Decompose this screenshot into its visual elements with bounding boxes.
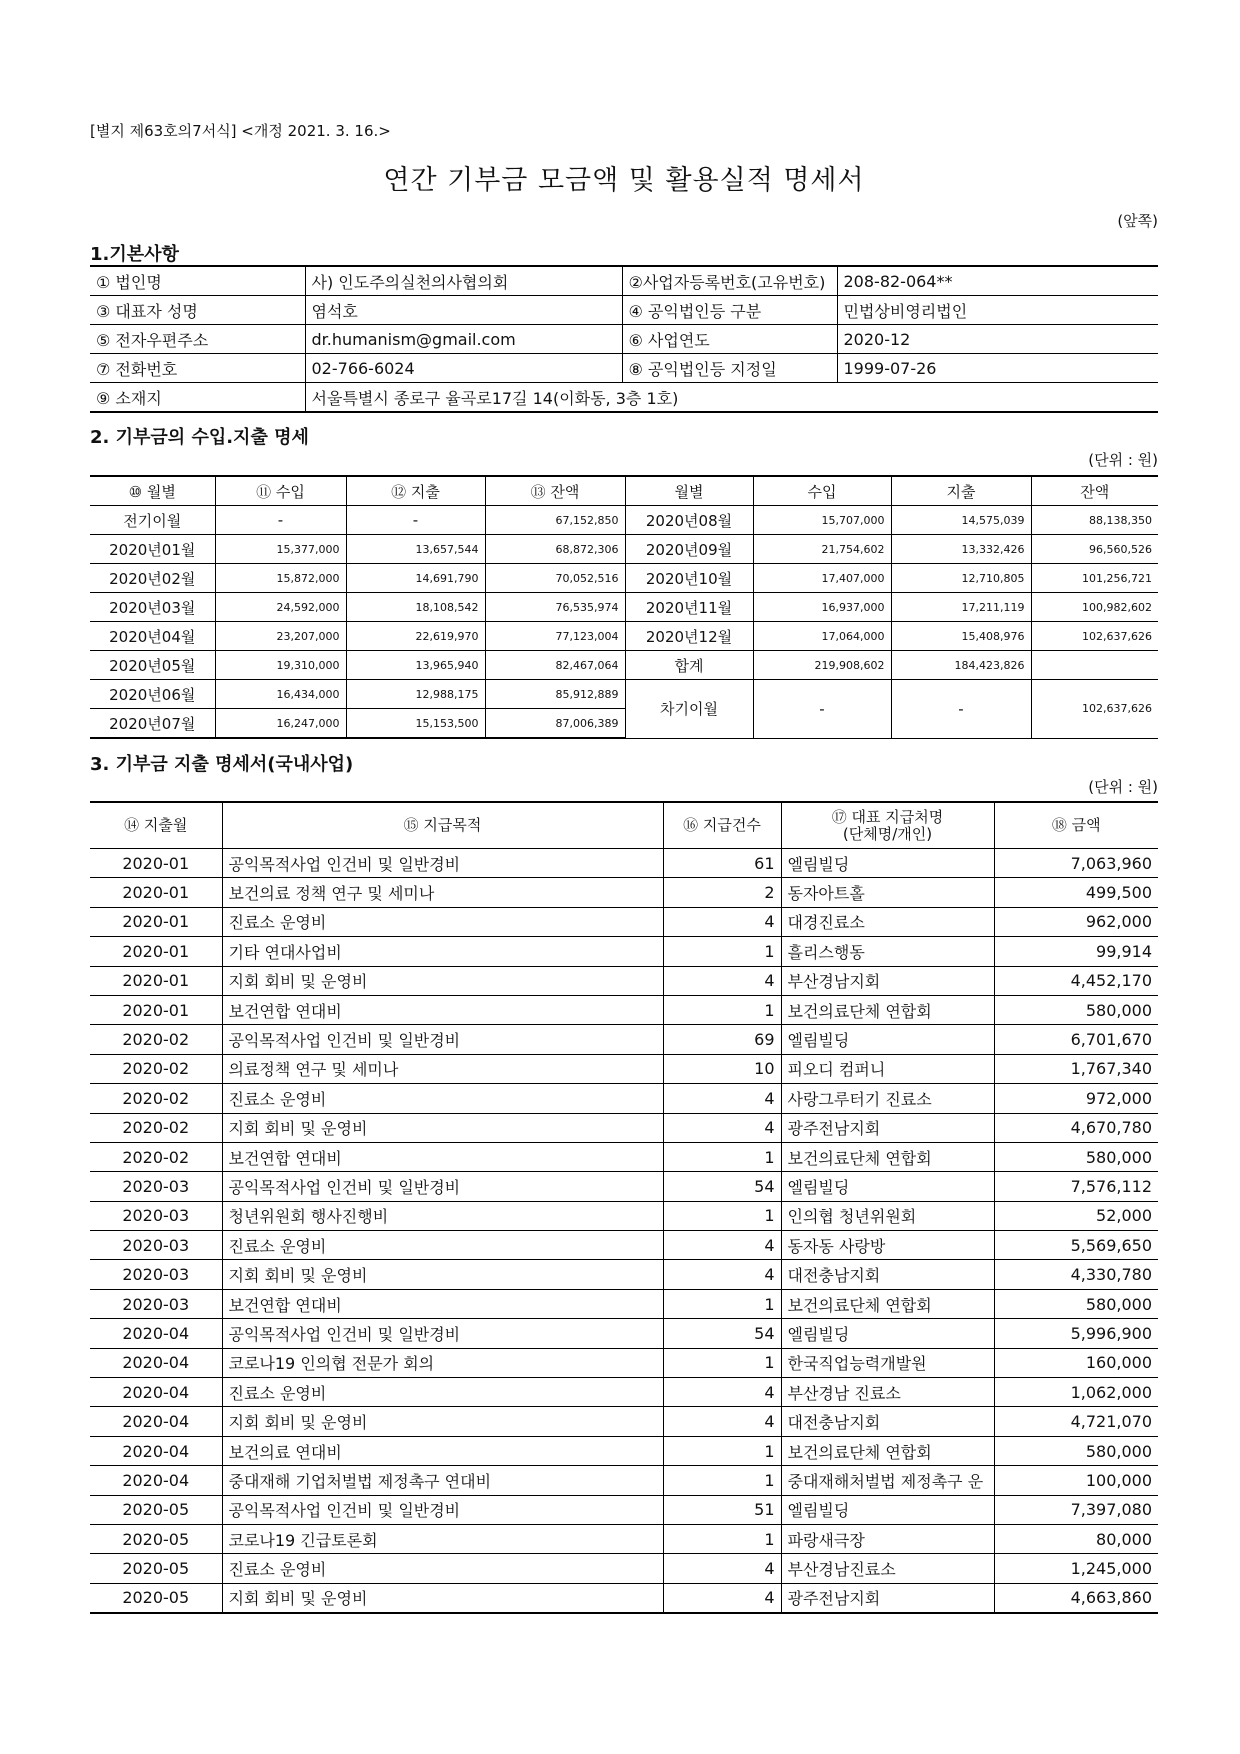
purpose-cell: 기타 연대사업비 <box>222 937 663 966</box>
purpose-cell: 진료소 운영비 <box>222 1084 663 1113</box>
table-row <box>90 680 1158 709</box>
amount-cell: 100,000 <box>994 1466 1158 1495</box>
count-cell: 54 <box>663 1172 781 1201</box>
count-cell: 1 <box>663 937 781 966</box>
income-cell: - <box>215 506 346 535</box>
table-row <box>90 966 1158 995</box>
table-row <box>90 1378 1158 1407</box>
info-label: ⑧ 공익법인등 지정일 <box>622 354 837 383</box>
payee-cell: 사랑그루터기 진료소 <box>781 1084 994 1113</box>
payee-cell: 파랑새극장 <box>781 1524 994 1553</box>
month-cell: 2020-01 <box>90 995 222 1024</box>
table-row <box>90 1466 1158 1495</box>
count-cell: 1 <box>663 1142 781 1171</box>
col-header: ⑪ 수입 <box>215 476 346 506</box>
month-cell: 2020-04 <box>90 1378 222 1407</box>
amount-cell: 80,000 <box>994 1524 1158 1553</box>
balance-cell: 88,138,350 <box>1031 506 1158 535</box>
info-label: ① 법인명 <box>90 266 305 296</box>
purpose-cell: 지회 회비 및 운영비 <box>222 1113 663 1142</box>
count-cell: 69 <box>663 1025 781 1054</box>
balance-cell: 76,535,974 <box>485 593 625 622</box>
col-header-month: ⑭ 지출월 <box>90 802 222 849</box>
month-cell: 2020년09월 <box>625 535 753 564</box>
month-cell: 전기이월 <box>90 506 215 535</box>
info-value: 02-766-6024 <box>305 354 622 383</box>
amount-cell: 962,000 <box>994 907 1158 936</box>
info-label: ⑦ 전화번호 <box>90 354 305 383</box>
col-header-purpose: ⑮ 지급목적 <box>222 802 663 849</box>
basic-info-table <box>90 265 1158 413</box>
expense-cell: 15,408,976 <box>891 622 1031 651</box>
purpose-cell: 공익목적사업 인건비 및 일반경비 <box>222 1025 663 1054</box>
payee-cell: 보건의료단체 연합회 <box>781 995 994 1024</box>
month-cell: 2020년12월 <box>625 622 753 651</box>
info-value: 민법상비영리법인 <box>837 296 1158 325</box>
purpose-cell: 진료소 운영비 <box>222 1554 663 1583</box>
table-row <box>90 506 1158 535</box>
count-cell: 1 <box>663 1289 781 1318</box>
month-cell: 2020년07월 <box>90 709 215 739</box>
carry-balance-cell: 102,637,626 <box>1031 680 1158 739</box>
month-cell: 2020-04 <box>90 1436 222 1465</box>
balance-cell: 68,872,306 <box>485 535 625 564</box>
table-header-row <box>90 802 1158 849</box>
count-cell: 4 <box>663 1113 781 1142</box>
month-cell: 2020-02 <box>90 1084 222 1113</box>
info-value: 208-82-064** <box>837 266 1158 296</box>
table-row <box>90 878 1158 907</box>
count-cell: 2 <box>663 878 781 907</box>
table-row <box>90 1348 1158 1377</box>
count-cell: 1 <box>663 1524 781 1553</box>
count-cell: 1 <box>663 1348 781 1377</box>
amount-cell: 5,996,900 <box>994 1319 1158 1348</box>
table-row <box>90 593 1158 622</box>
month-cell: 2020-04 <box>90 1466 222 1495</box>
count-cell: 51 <box>663 1495 781 1524</box>
payee-cell: 엘림빌딩 <box>781 1319 994 1348</box>
info-value: 염석호 <box>305 296 622 325</box>
purpose-cell: 보건연합 연대비 <box>222 1142 663 1171</box>
col-header-count: ⑯ 지급건수 <box>663 802 781 849</box>
month-cell: 2020-05 <box>90 1583 222 1613</box>
purpose-cell: 보건연합 연대비 <box>222 995 663 1024</box>
address-label: ⑨ 소재지 <box>90 383 305 413</box>
income-cell: 24,592,000 <box>215 593 346 622</box>
purpose-cell: 의료정책 연구 및 세미나 <box>222 1054 663 1083</box>
table-row <box>90 1289 1158 1318</box>
expense-cell: 22,619,970 <box>346 622 485 651</box>
month-cell: 2020년10월 <box>625 564 753 593</box>
balance-cell <box>1031 651 1158 680</box>
month-cell: 2020-01 <box>90 849 222 878</box>
income-cell: 17,064,000 <box>753 622 891 651</box>
month-cell: 2020-05 <box>90 1524 222 1553</box>
payee-cell: 대전충남지회 <box>781 1407 994 1436</box>
payee-cell: 인의협 청년위원회 <box>781 1201 994 1230</box>
month-cell: 2020-01 <box>90 937 222 966</box>
income-cell: 19,310,000 <box>215 651 346 680</box>
month-cell: 2020-05 <box>90 1495 222 1524</box>
table-row <box>90 1260 1158 1289</box>
expense-cell: 18,108,542 <box>346 593 485 622</box>
amount-cell: 1,245,000 <box>994 1554 1158 1583</box>
expense-cell: 184,423,826 <box>891 651 1031 680</box>
info-row-address <box>90 383 1158 413</box>
info-value: 2020-12 <box>837 325 1158 354</box>
section1-title: 1.기본사항 <box>90 244 179 265</box>
table-row <box>90 1436 1158 1465</box>
month-cell: 2020-04 <box>90 1319 222 1348</box>
payee-cell: 보건의료단체 연합회 <box>781 1142 994 1171</box>
count-cell: 4 <box>663 1407 781 1436</box>
table-row <box>90 1113 1158 1142</box>
table-row <box>90 1583 1158 1613</box>
income-cell: 16,247,000 <box>215 709 346 739</box>
expense-cell: 14,691,790 <box>346 564 485 593</box>
balance-cell: 67,152,850 <box>485 506 625 535</box>
amount-cell: 580,000 <box>994 995 1158 1024</box>
payee-cell: 엘림빌딩 <box>781 1025 994 1054</box>
month-cell: 2020-02 <box>90 1025 222 1054</box>
purpose-cell: 보건연합 연대비 <box>222 1289 663 1318</box>
table-row <box>90 1201 1158 1230</box>
month-cell: 2020-01 <box>90 966 222 995</box>
payee-cell: 부산경남진료소 <box>781 1554 994 1583</box>
count-cell: 10 <box>663 1054 781 1083</box>
purpose-cell: 진료소 운영비 <box>222 907 663 936</box>
table-row <box>90 1084 1158 1113</box>
purpose-cell: 공익목적사업 인건비 및 일반경비 <box>222 849 663 878</box>
count-cell: 4 <box>663 1378 781 1407</box>
col-header-amount: ⑱ 금액 <box>994 802 1158 849</box>
col-header-payee-line2: (단체명/개인) <box>842 824 933 843</box>
count-cell: 1 <box>663 1466 781 1495</box>
carry-income-cell: - <box>753 680 891 739</box>
month-cell: 2020-01 <box>90 878 222 907</box>
balance-cell: 102,637,626 <box>1031 622 1158 651</box>
table-row <box>90 535 1158 564</box>
col-header: ⑬ 잔액 <box>485 476 625 506</box>
payee-cell: 대경진료소 <box>781 907 994 936</box>
section2-title: 2. 기부금의 수입.지출 명세 <box>90 427 309 448</box>
month-cell: 2020-01 <box>90 907 222 936</box>
purpose-cell: 지회 회비 및 운영비 <box>222 1260 663 1289</box>
balance-cell: 101,256,721 <box>1031 564 1158 593</box>
balance-cell: 77,123,004 <box>485 622 625 651</box>
payee-cell: 엘림빌딩 <box>781 849 994 878</box>
balance-cell: 87,006,389 <box>485 709 625 739</box>
count-cell: 54 <box>663 1319 781 1348</box>
payee-cell: 동자동 사랑방 <box>781 1231 994 1260</box>
month-cell: 2020-03 <box>90 1289 222 1318</box>
amount-cell: 580,000 <box>994 1142 1158 1171</box>
count-cell: 4 <box>663 907 781 936</box>
balance-cell: 96,560,526 <box>1031 535 1158 564</box>
income-cell: 15,707,000 <box>753 506 891 535</box>
purpose-cell: 지회 회비 및 운영비 <box>222 966 663 995</box>
month-cell: 2020-03 <box>90 1260 222 1289</box>
payee-cell: 보건의료단체 연합회 <box>781 1289 994 1318</box>
purpose-cell: 진료소 운영비 <box>222 1231 663 1260</box>
col-header: ⑩ 월별 <box>90 476 215 506</box>
amount-cell: 7,397,080 <box>994 1495 1158 1524</box>
address-value: 서울특별시 종로구 율곡로17길 14(이화동, 3층 1호) <box>305 383 1158 413</box>
balance-cell: 82,467,064 <box>485 651 625 680</box>
table-row <box>90 937 1158 966</box>
table-row <box>90 622 1158 651</box>
amount-cell: 7,576,112 <box>994 1172 1158 1201</box>
info-label: ③ 대표자 성명 <box>90 296 305 325</box>
table-row <box>90 1172 1158 1201</box>
amount-cell: 580,000 <box>994 1289 1158 1318</box>
month-cell: 2020년04월 <box>90 622 215 651</box>
count-cell: 4 <box>663 1554 781 1583</box>
table-row <box>90 1407 1158 1436</box>
count-cell: 4 <box>663 966 781 995</box>
month-cell: 2020-04 <box>90 1348 222 1377</box>
balance-cell: 70,052,516 <box>485 564 625 593</box>
count-cell: 4 <box>663 1231 781 1260</box>
table-header-row <box>90 476 1158 506</box>
table-row <box>90 564 1158 593</box>
month-cell: 2020-02 <box>90 1142 222 1171</box>
table-row <box>90 1054 1158 1083</box>
balance-cell: 85,912,889 <box>485 680 625 709</box>
section3-unit: (단위 : 원) <box>1088 778 1158 796</box>
count-cell: 4 <box>663 1583 781 1613</box>
payee-cell: 부산경남 진료소 <box>781 1378 994 1407</box>
col-header-payee <box>781 802 994 849</box>
purpose-cell: 공익목적사업 인건비 및 일반경비 <box>222 1172 663 1201</box>
month-cell: 2020년05월 <box>90 651 215 680</box>
month-cell: 2020년11월 <box>625 593 753 622</box>
income-expense-table <box>90 475 1158 739</box>
table-row <box>90 1231 1158 1260</box>
month-cell: 합계 <box>625 651 753 680</box>
expense-cell: 13,332,426 <box>891 535 1031 564</box>
income-cell: 16,434,000 <box>215 680 346 709</box>
table-row <box>90 1319 1158 1348</box>
month-cell: 2020년02월 <box>90 564 215 593</box>
table-row <box>90 651 1158 680</box>
amount-cell: 4,670,780 <box>994 1113 1158 1142</box>
purpose-cell: 보건의료 정책 연구 및 세미나 <box>222 878 663 907</box>
purpose-cell: 공익목적사업 인건비 및 일반경비 <box>222 1495 663 1524</box>
amount-cell: 6,701,670 <box>994 1025 1158 1054</box>
info-row <box>90 354 1158 383</box>
amount-cell: 972,000 <box>994 1084 1158 1113</box>
month-cell: 2020년08월 <box>625 506 753 535</box>
page-title: 연간 기부금 모금액 및 활용실적 명세서 <box>383 165 865 196</box>
payee-cell: 피오디 컴퍼니 <box>781 1054 994 1083</box>
payee-cell: 광주전남지회 <box>781 1113 994 1142</box>
expense-cell: 15,153,500 <box>346 709 485 739</box>
count-cell: 1 <box>663 995 781 1024</box>
amount-cell: 4,330,780 <box>994 1260 1158 1289</box>
count-cell: 4 <box>663 1084 781 1113</box>
col-header: 지출 <box>891 476 1031 506</box>
purpose-cell: 청년위원회 행사진행비 <box>222 1201 663 1230</box>
amount-cell: 5,569,650 <box>994 1231 1158 1260</box>
info-value: dr.humanism@gmail.com <box>305 325 622 354</box>
income-cell: 15,872,000 <box>215 564 346 593</box>
income-cell: 15,377,000 <box>215 535 346 564</box>
purpose-cell: 지회 회비 및 운영비 <box>222 1407 663 1436</box>
payee-cell: 중대재해처벌법 제정촉구 운 <box>781 1466 994 1495</box>
month-cell: 2020년01월 <box>90 535 215 564</box>
col-header: ⑫ 지출 <box>346 476 485 506</box>
expense-cell: - <box>346 506 485 535</box>
count-cell: 1 <box>663 1201 781 1230</box>
expense-cell: 13,657,544 <box>346 535 485 564</box>
payee-cell: 보건의료단체 연합회 <box>781 1436 994 1465</box>
month-cell: 2020년06월 <box>90 680 215 709</box>
expense-cell: 12,988,175 <box>346 680 485 709</box>
purpose-cell: 중대재해 기업처벌법 제정촉구 연대비 <box>222 1466 663 1495</box>
amount-cell: 4,452,170 <box>994 966 1158 995</box>
carry-expense-cell: - <box>891 680 1031 739</box>
info-label: ②사업자등록번호(고유번호) <box>622 266 837 296</box>
amount-cell: 52,000 <box>994 1201 1158 1230</box>
expense-detail-table <box>90 801 1158 1614</box>
purpose-cell: 보건의료 연대비 <box>222 1436 663 1465</box>
income-cell: 219,908,602 <box>753 651 891 680</box>
purpose-cell: 지회 회비 및 운영비 <box>222 1583 663 1613</box>
count-cell: 4 <box>663 1260 781 1289</box>
expense-cell: 17,211,119 <box>891 593 1031 622</box>
income-cell: 16,937,000 <box>753 593 891 622</box>
info-value: 사) 인도주의실천의사협의회 <box>305 266 622 296</box>
expense-cell: 12,710,805 <box>891 564 1031 593</box>
form-number: [별지 제63호의7서식] <개정 2021. 3. 16.> <box>90 122 391 140</box>
section2-unit: (단위 : 원) <box>1088 451 1158 469</box>
payee-cell: 한국직업능력개발원 <box>781 1348 994 1377</box>
table-row <box>90 1554 1158 1583</box>
purpose-cell: 코로나19 인의협 전문가 회의 <box>222 1348 663 1377</box>
payee-cell: 엘림빌딩 <box>781 1495 994 1524</box>
expense-cell: 13,965,940 <box>346 651 485 680</box>
col-header: 잔액 <box>1031 476 1158 506</box>
purpose-cell: 진료소 운영비 <box>222 1378 663 1407</box>
month-cell: 2020년03월 <box>90 593 215 622</box>
amount-cell: 1,062,000 <box>994 1378 1158 1407</box>
info-row <box>90 325 1158 354</box>
table-row <box>90 907 1158 936</box>
month-cell: 2020-02 <box>90 1113 222 1142</box>
carry-month-cell: 차기이월 <box>625 680 753 739</box>
purpose-cell: 코로나19 긴급토론회 <box>222 1524 663 1553</box>
info-label: ⑤ 전자우편주소 <box>90 325 305 354</box>
info-value: 1999-07-26 <box>837 354 1158 383</box>
purpose-cell: 공익목적사업 인건비 및 일반경비 <box>222 1319 663 1348</box>
amount-cell: 4,663,860 <box>994 1583 1158 1613</box>
income-cell: 23,207,000 <box>215 622 346 651</box>
table-row <box>90 1524 1158 1553</box>
payee-cell: 엘림빌딩 <box>781 1172 994 1201</box>
month-cell: 2020-02 <box>90 1054 222 1083</box>
page-side-label: (앞쪽) <box>1117 212 1158 230</box>
payee-cell: 광주전남지회 <box>781 1583 994 1613</box>
table-row <box>90 1495 1158 1524</box>
amount-cell: 4,721,070 <box>994 1407 1158 1436</box>
table-row <box>90 1025 1158 1054</box>
count-cell: 1 <box>663 1436 781 1465</box>
amount-cell: 99,914 <box>994 937 1158 966</box>
month-cell: 2020-03 <box>90 1201 222 1230</box>
income-cell: 17,407,000 <box>753 564 891 593</box>
balance-cell: 100,982,602 <box>1031 593 1158 622</box>
table-row <box>90 849 1158 878</box>
col-header: 수입 <box>753 476 891 506</box>
section3-title: 3. 기부금 지출 명세서(국내사업) <box>90 754 354 775</box>
table-row <box>90 995 1158 1024</box>
month-cell: 2020-03 <box>90 1172 222 1201</box>
payee-cell: 흘리스행동 <box>781 937 994 966</box>
expense-cell: 14,575,039 <box>891 506 1031 535</box>
info-label: ⑥ 사업연도 <box>622 325 837 354</box>
amount-cell: 499,500 <box>994 878 1158 907</box>
month-cell: 2020-04 <box>90 1407 222 1436</box>
month-cell: 2020-05 <box>90 1554 222 1583</box>
col-header: 월별 <box>625 476 753 506</box>
col-header-payee-line1: ⑰ 대표 지급처명 <box>831 807 944 826</box>
amount-cell: 160,000 <box>994 1348 1158 1377</box>
amount-cell: 1,767,340 <box>994 1054 1158 1083</box>
payee-cell: 동자아트홀 <box>781 878 994 907</box>
table-row <box>90 1142 1158 1171</box>
income-cell: 21,754,602 <box>753 535 891 564</box>
month-cell: 2020-03 <box>90 1231 222 1260</box>
payee-cell: 부산경남지회 <box>781 966 994 995</box>
amount-cell: 7,063,960 <box>994 849 1158 878</box>
amount-cell: 580,000 <box>994 1436 1158 1465</box>
payee-cell: 대전충남지회 <box>781 1260 994 1289</box>
info-row <box>90 296 1158 325</box>
info-row <box>90 266 1158 296</box>
info-label: ④ 공익법인등 구분 <box>622 296 837 325</box>
count-cell: 61 <box>663 849 781 878</box>
